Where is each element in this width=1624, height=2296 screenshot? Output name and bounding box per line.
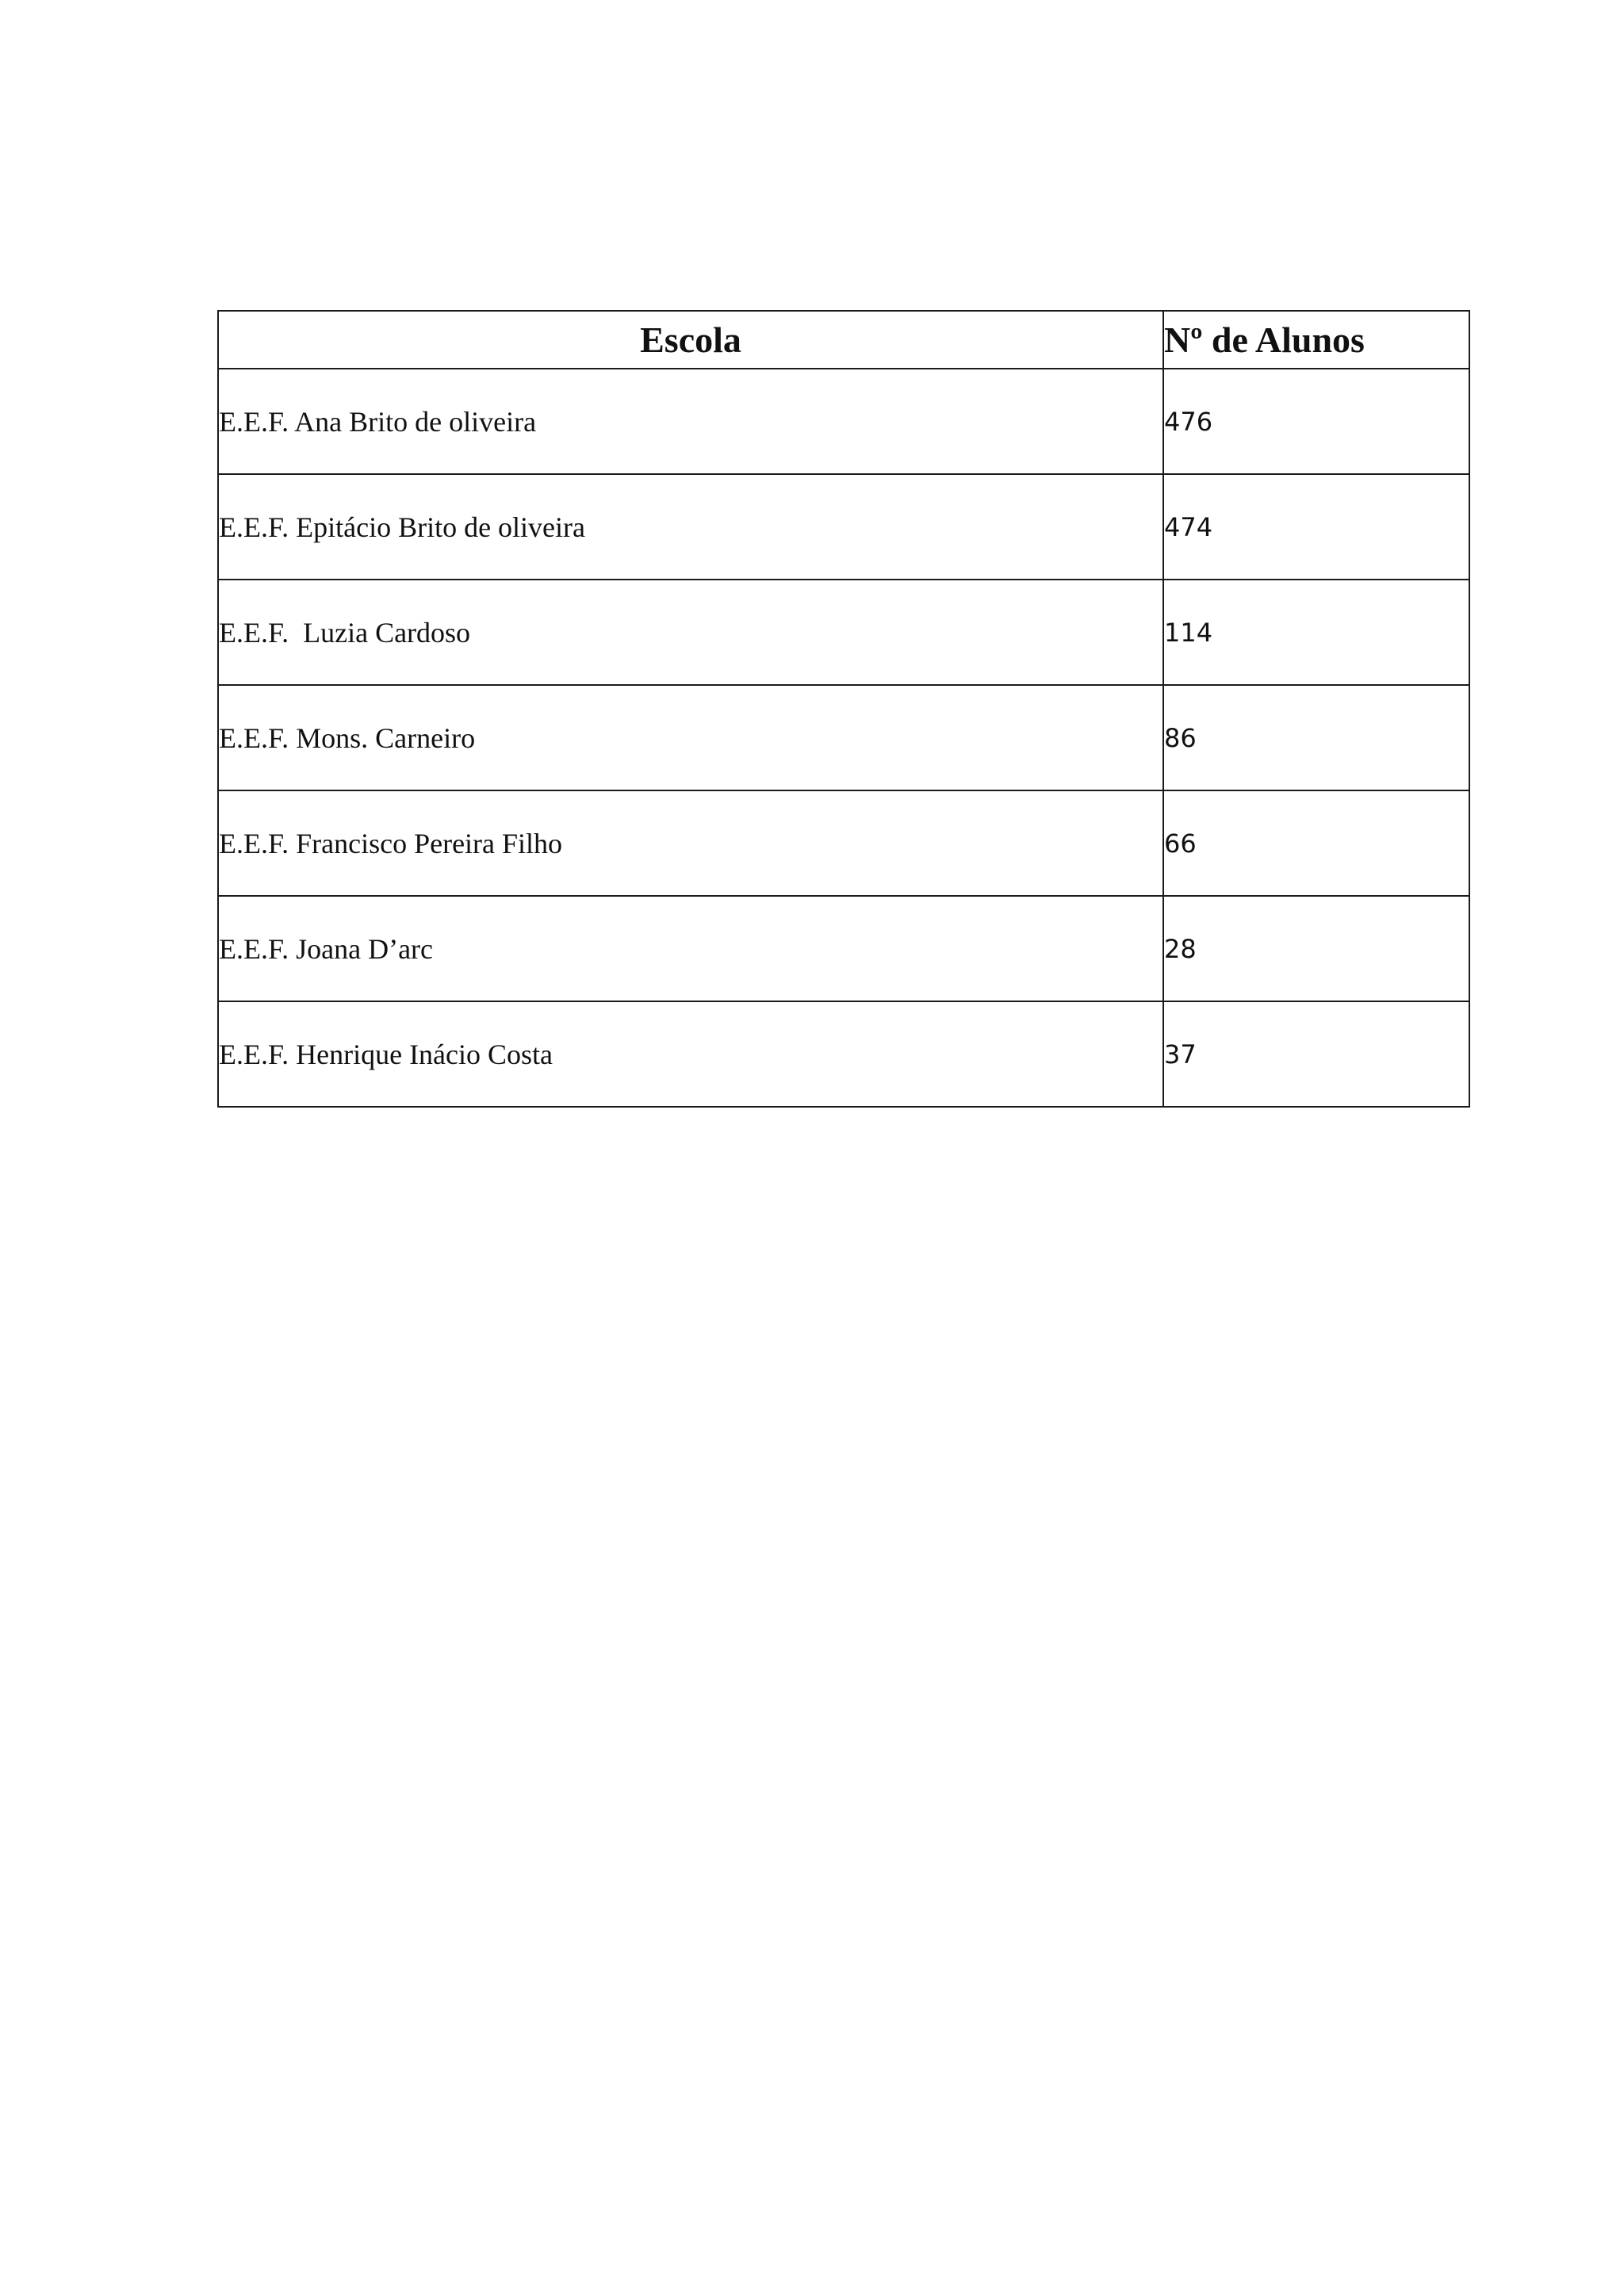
student-count-cell: 86: [1163, 685, 1469, 790]
student-count-cell: 474: [1163, 474, 1469, 580]
table-row: [218, 896, 1469, 1001]
header-escola: Escola: [218, 311, 1163, 369]
student-count-cell: 476: [1163, 369, 1469, 474]
table-row: [218, 790, 1469, 896]
header-num-alunos: Nº de Alunos: [1163, 311, 1469, 369]
school-name-cell: E.E.F. Luzia Cardoso: [218, 580, 1163, 685]
table-row: [218, 1001, 1469, 1107]
table-row: [218, 580, 1469, 685]
table-row: [218, 474, 1469, 580]
table-row: [218, 369, 1469, 474]
table-header: [218, 311, 1469, 369]
header-row: [218, 311, 1469, 369]
schools-table: [217, 310, 1470, 1108]
school-name-cell: E.E.F. Epitácio Brito de oliveira: [218, 474, 1163, 580]
school-name-cell: E.E.F. Henrique Inácio Costa: [218, 1001, 1163, 1107]
table-row: [218, 685, 1469, 790]
student-count-cell: 114: [1163, 580, 1469, 685]
student-count-cell: 66: [1163, 790, 1469, 896]
student-count-cell: 28: [1163, 896, 1469, 1001]
school-name-cell: E.E.F. Joana D’arc: [218, 896, 1163, 1001]
school-name-cell: E.E.F. Francisco Pereira Filho: [218, 790, 1163, 896]
table-body: [218, 369, 1469, 1107]
school-name-cell: E.E.F. Mons. Carneiro: [218, 685, 1163, 790]
school-name-cell: E.E.F. Ana Brito de oliveira: [218, 369, 1163, 474]
student-count-cell: 37: [1163, 1001, 1469, 1107]
